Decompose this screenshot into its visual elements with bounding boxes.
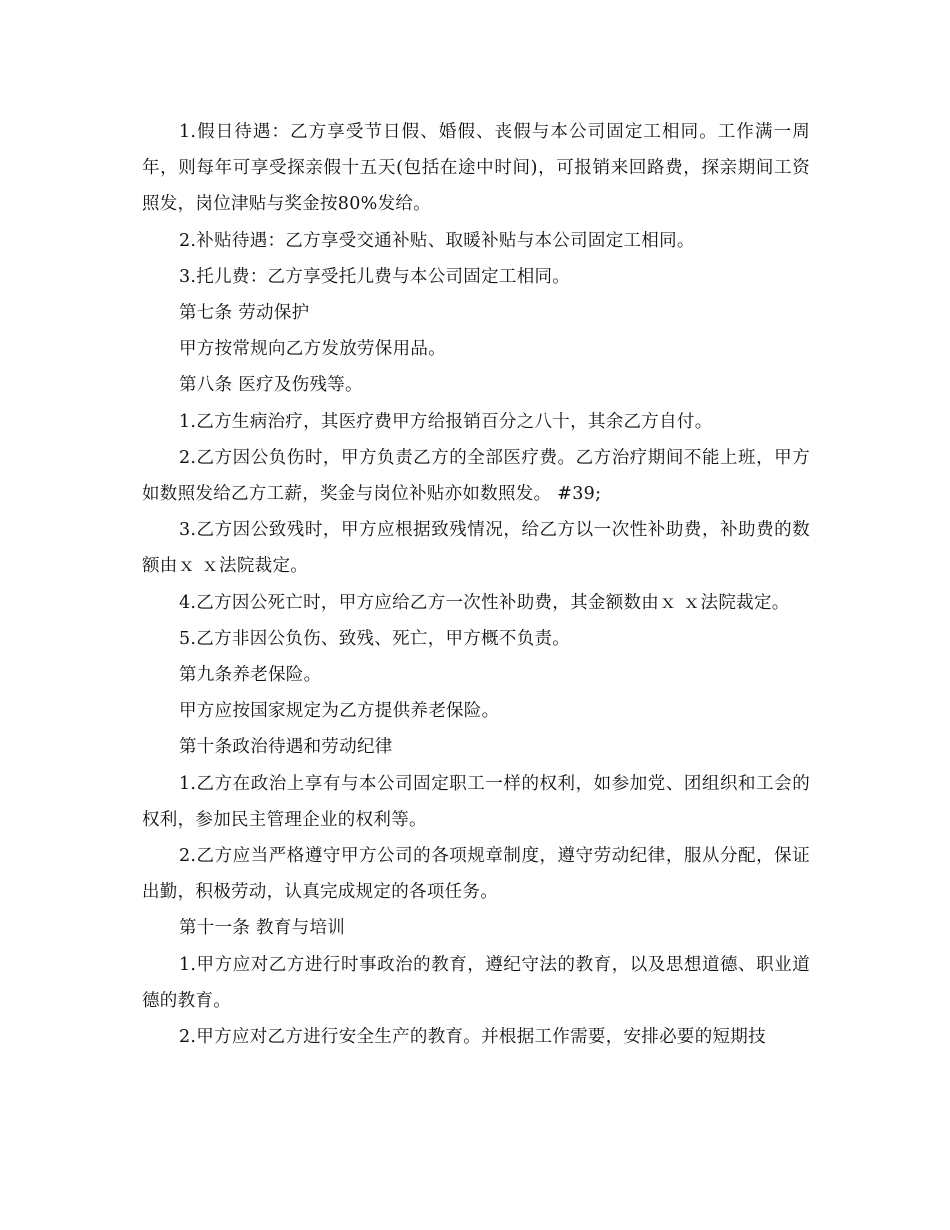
- paragraph-childcare-fee: 3.托儿费：乙方享受托儿费与本公司固定工相同。: [179, 266, 571, 287]
- paragraph-labor-protection: 甲方按常规向乙方发放劳保用品。: [179, 339, 446, 360]
- paragraph-education-2: 2.甲方应对乙方进行安全生产的教育。并根据工作需要，安排必要的短期技: [179, 1027, 766, 1048]
- paragraph-medical-4: 4.乙方因公死亡时，甲方应给乙方一次性补助费，其金额数由ｘ ｘ法院裁定。: [179, 592, 790, 613]
- paragraph-medical-2: 2.乙方因公负伤时，甲方负责乙方的全部医疗费。乙方治疗期间不能上班，甲方如数照发给乙方工薪，奖金与岗位补贴亦如数照发。 #39;: [142, 447, 810, 505]
- article-8-heading: 第八条 医疗及伤残等。: [179, 375, 363, 396]
- paragraph-medical-1: 1.乙方生病治疗，其医疗费甲方给报销百分之八十，其余乙方自付。: [179, 411, 713, 432]
- article-11-heading: 第十一条 教育与培训: [179, 918, 346, 939]
- paragraph-medical-3: 3.乙方因公致残时，甲方应根据致残情况，给乙方以一次性补助费，补助费的数额由ｘ ｘ法院裁定。: [142, 520, 810, 577]
- article-9-heading: 第九条养老保险。: [179, 665, 322, 686]
- paragraph-political-1: 1.乙方在政治上享有与本公司固定职工一样的权利，如参加党、团组织和工会的权利，参加民主管理企业的权利等。: [142, 773, 810, 830]
- document-body: [142, 114, 810, 1055]
- paragraph-pension: 甲方应按国家规定为乙方提供养老保险。: [179, 701, 500, 722]
- article-7-heading: 第七条 劳动保护: [179, 303, 310, 324]
- paragraph-subsidy-benefits: 2.补贴待遇：乙方享受交通补贴、取暖补贴与本公司固定工相同。: [179, 230, 695, 251]
- paragraph-holiday-benefits: 1.假日待遇：乙方享受节日假、婚假、丧假与本公司固定工相同。工作满一周年，则每年可享受探亲假十五天(包括在途中时间)，可报销来回路费，探亲期间工资照发，岗位津贴与奖金按80%发给。: [142, 122, 810, 215]
- paragraph-political-2: 2.乙方应当严格遵守甲方公司的各项规章制度，遵守劳动纪律，服从分配，保证出勤，积极劳动，认真完成规定的各项任务。: [142, 846, 810, 903]
- paragraph-medical-5: 5.乙方非因公负伤、致残、死亡，甲方概不负责。: [179, 628, 571, 649]
- paragraph-education-1: 1.甲方应对乙方进行时事政治的教育，遵纪守法的教育，以及思想道德、职业道德的教育。: [142, 954, 810, 1011]
- article-10-heading: 第十条政治待遇和劳动纪律: [179, 737, 393, 758]
